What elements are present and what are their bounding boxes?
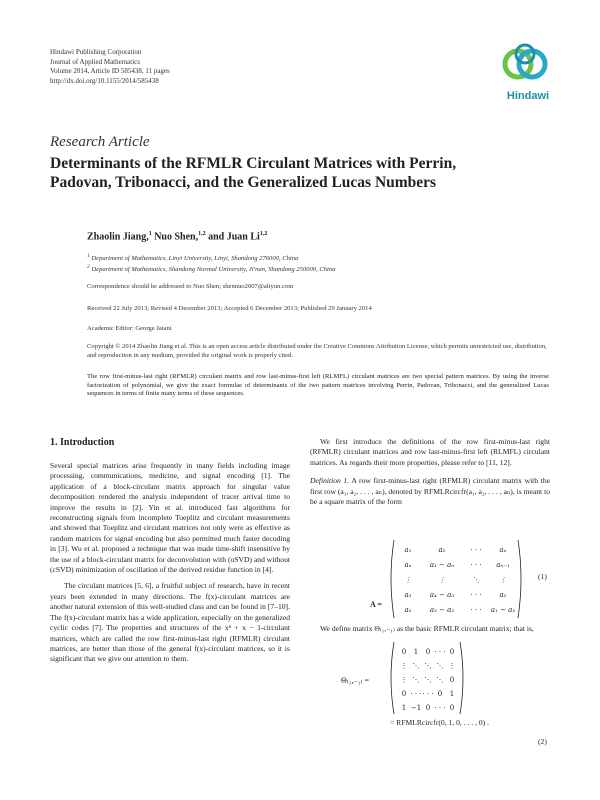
col2-paragraph-1: We first introduce the definitions of the row first-minus-last right (RFMLR) circulant matrices and row last-minus-first left (RLMFL) circulant matrices. As regards their more properties, please refer to [11, 12].	[310, 437, 550, 467]
eq2-matrix-cell-4-3: · · ·	[434, 704, 446, 712]
eq1-matrix-cell-0-3: aₙ	[499, 546, 507, 554]
eq2-right-paren	[460, 642, 463, 714]
eq1-matrix-cell-2-1: ⋮	[438, 576, 446, 584]
eq2-matrix-cell-1-3: ⋱	[436, 662, 444, 670]
author-1[interactable]: Zhaolin Jiang,	[87, 231, 149, 243]
eq1-matrix-cell-3-3: a₂	[499, 591, 507, 599]
eq1-matrix-cell-3-2: · · ·	[470, 591, 482, 599]
eq2-matrix-cell-4-2: 0	[425, 704, 431, 712]
author-list	[87, 231, 267, 242]
abstract: The row first-minus-last right (RFMLR) circulant matrix and row last-minus-first left (RLMFL) circulant matrices are two special pattern matrices. By using the inverse factorization of polynomial, we give the exact formulae of determinants of the two pattern matrices involving Perrin, Padovan, Tribonacci, and the generalized Lucas sequences in terms of finite many terms of these sequences.	[87, 373, 549, 398]
logo-wordmark: Hindawi	[506, 90, 550, 102]
eq1-matrix-cell-3-0: a₃	[404, 591, 412, 599]
eq2-matrix-cell-3-2: · · ·	[422, 690, 434, 698]
eq1-matrix-cell-4-1: a₃ − a₂	[429, 606, 455, 614]
author-1-affil: 1	[148, 231, 152, 237]
eq2-matrix-cell-1-0: ⋮	[400, 662, 408, 670]
journal-name: Journal of Applied Mathematics	[50, 57, 141, 66]
eq2-rhs: = RFMLRcircfr(0, 1, 0, . . . , 0) .	[390, 718, 489, 727]
intro-paragraph-2: The circulant matrices [5, 6], a fruitful subject of research, have in recent years been extended in many directions. The f(x)-circulant matrices are another natural extension of this well-studied class and can be found in [7–10]. The f(x)-circulant matrix has a wide application, especially on the generalized cyclic codes [7]. The properties and structures of the xⁿ + x − 1-circulant matrices, which are called the row first-minus-last right (RFMLR) circulant matrices, are better than those of the general f(x)-circulant matrices, so it is significant that we give our attention to them.	[50, 581, 290, 664]
affiliation-2	[87, 264, 557, 273]
eq1-matrix-cell-0-0: a₁	[404, 546, 412, 554]
journal-header	[50, 48, 170, 86]
author-3-affil: 1,2	[259, 231, 268, 237]
col2-paragraph-2-wrap	[310, 624, 550, 634]
eq2-matrix	[388, 640, 468, 716]
eq1-matrix-cell-3-1: a₄ − a₃	[429, 591, 455, 599]
eq2-matrix-cell-4-1: −1	[410, 704, 422, 712]
eq2-matrix-cell-2-3: ⋱	[436, 676, 444, 684]
academic-editor: Academic Editor: George Jaiani	[87, 325, 172, 332]
eq1-matrix-cell-1-3: aₙ₋₁	[496, 561, 510, 569]
eq1-lhs: A =	[370, 600, 382, 609]
col2-paragraph-2: We define matrix Θ₍₁,₋₁₎ as the basic RFMLR circulant matrix; that is,	[320, 624, 534, 633]
affiliation-2-number: 2	[87, 264, 90, 270]
eq2-matrix-cell-0-0: 0	[401, 648, 407, 656]
eq1-matrix-cell-4-0: a₂	[404, 606, 412, 614]
title-line-2: Padovan, Tribonacci, and the Generalized Lucas Numbers	[50, 174, 437, 191]
article-type: Research Article	[50, 134, 150, 150]
eq1-matrix-cell-4-2: · · ·	[470, 606, 482, 614]
eq1-matrix-cell-4-3: a₁ − a₂	[490, 606, 516, 614]
affiliation-2-text: Department of Mathematics, Shandong Normal University, Ji'nan, Shandong 250000, China	[91, 266, 336, 274]
eq2-matrix-cell-2-2: ⋱	[424, 676, 432, 684]
eq2-matrix-cell-0-4: 0	[449, 648, 455, 656]
definition-1	[310, 476, 550, 507]
affiliation-1-number: 1	[87, 253, 90, 259]
eq2-lhs: Θ₍₁,₋₁₎ =	[341, 676, 370, 685]
hindawi-logo-icon	[498, 42, 554, 90]
publication-dates: Received 22 July 2013; Revised 4 December 2013; Accepted 6 December 2013; Published 29 January 2014	[87, 305, 372, 312]
eq1-matrix-cell-1-1: a₁ − aₙ	[429, 561, 455, 569]
eq1-number: (1)	[538, 572, 547, 581]
definition-text: A row first-minus-last right (RFMLR) circulant matrix with the first row (a₁, a₂, . . . , aₙ), denoted by RFMLRcircfr(a₁, a₂, . . . , aₙ), is meant to be a square matrix of the form	[310, 476, 550, 507]
definition-label: Definition 1.	[310, 476, 350, 486]
author-2[interactable]: Nuo Shen,	[151, 231, 199, 243]
author-2-affil: 1,2	[198, 231, 206, 237]
eq2-matrix-cell-0-2: 0	[425, 648, 431, 656]
hindawi-logo	[498, 42, 554, 104]
eq1-right-paren	[518, 540, 521, 618]
title-line-1: Determinants of the RFMLR Circulant Matrices with Perrin,	[50, 155, 457, 172]
eq2-matrix-cell-4-4: 0	[449, 704, 455, 712]
eq1-matrix-cell-2-2: ⋱	[472, 576, 480, 584]
eq1-matrix-cell-2-3: ⋮	[499, 576, 507, 584]
eq2-matrix-cell-3-0: 0	[401, 690, 407, 698]
eq2-matrix-cell-0-3: · · ·	[434, 648, 446, 656]
eq2-matrix-cell-0-1: 1	[413, 648, 419, 656]
eq1-matrix-cell-2-0: ⋮	[404, 576, 412, 584]
intro-heading: 1. Introduction	[50, 437, 115, 448]
affiliation-1	[87, 253, 557, 262]
volume-info: Volume 2014, Article ID 585438, 11 pages	[50, 67, 170, 75]
article-title	[50, 154, 560, 192]
doi-link[interactable]: http://dx.doi.org/10.1155/2014/585438	[50, 76, 159, 85]
eq2-number: (2)	[538, 737, 547, 746]
intro-paragraph-1: Several special matrices arise frequently in many fields including image processing, communications, medicine, and signal encoding [1]. The application of a block-circulant matrix approach for singular value decomposition rendered the analysis independent of tracer arrival time to improve the results in [2]. Yin et al. introduced fast algorithms for reconstructing signals from incomplete Toeplitz and circulant measurements and showed that Toeplitz and circulant matrices not only were as effective as random matrices for signal encoding but also permitted much faster decoding in [3]. Wu et al. proposed a technique that was made time-shift insensitive by the use of a block-circulant matrix for deconvolution with (oSVD) and without (cSVD) minimization of oscillation of the derived residue function in [4].	[50, 461, 290, 575]
author-3[interactable]: and Juan Li	[205, 231, 260, 243]
eq2-matrix-cell-1-1: ⋱	[412, 662, 420, 670]
copyright-notice: Copyright © 2014 Zhaolin Jiang et al. This is an open access article distributed under the Creative Commons Attribution License, which permits unrestricted use, distribution, and reproduction in any medium, provided the original work is properly cited.	[87, 343, 547, 359]
eq2-matrix-cell-1-2: ⋱	[424, 662, 432, 670]
eq2-matrix-cell-1-4: ⋮	[448, 662, 456, 670]
correspondence: Correspondence should be addressed to Nuo Shen; shennuo2007@aliyun.com	[87, 283, 294, 290]
right-column	[310, 437, 550, 507]
eq2-matrix-cell-3-3: 0	[437, 690, 443, 698]
eq2-matrix-cell-4-0: 1	[401, 704, 407, 712]
left-column	[50, 461, 290, 671]
eq2-matrix-cell-2-0: ⋮	[400, 676, 408, 684]
publisher-name: Hindawi Publishing Corporation	[50, 48, 142, 56]
affiliation-1-text: Department of Mathematics, Linyi University, Linyi, Shandong 276000, China	[91, 255, 299, 263]
eq1-left-paren	[391, 540, 394, 618]
eq2-matrix-cell-2-1: ⋱	[412, 676, 420, 684]
eq2-matrix-cell-3-1: · · ·	[410, 690, 422, 698]
eq1-matrix-cell-1-2: · · ·	[470, 561, 482, 569]
eq1-matrix-cell-0-1: a₂	[438, 546, 446, 554]
eq1-matrix	[388, 538, 553, 620]
eq2-matrix-cell-3-4: 1	[449, 690, 455, 698]
eq2-matrix-cell-2-4: 0	[449, 676, 455, 684]
eq1-matrix-cell-1-0: aₙ	[404, 561, 412, 569]
eq2-left-paren	[391, 642, 394, 714]
eq1-matrix-cell-0-2: · · ·	[470, 546, 482, 554]
